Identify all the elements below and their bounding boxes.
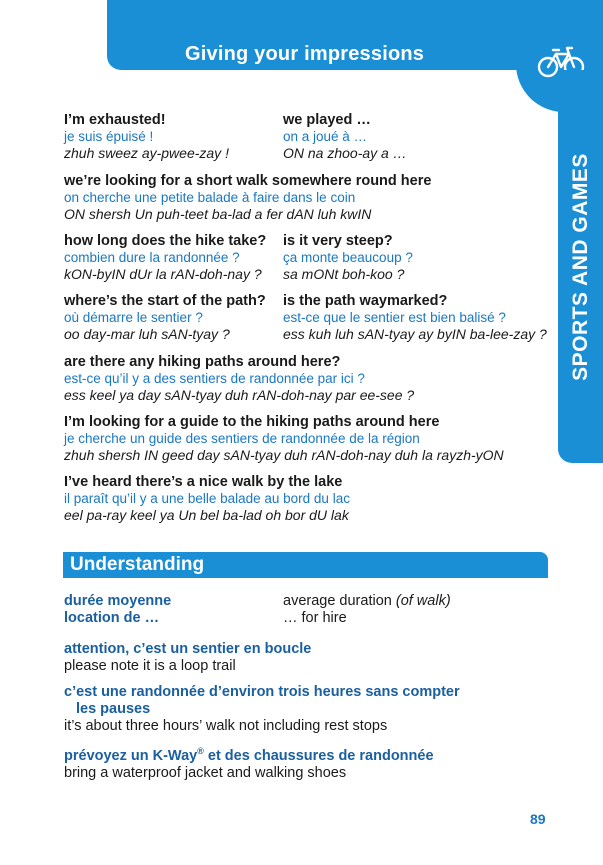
phrase-english: we played … — [283, 112, 371, 128]
phrase-french: ça monte beaucoup ? — [283, 250, 413, 265]
phrase-pronunciation: ess keel ya day sAN-tyay duh rAN-doh-nay par ee-see ? — [64, 387, 415, 403]
term-text: et des chaussures de randonnée — [203, 747, 434, 764]
phrase-english: is the path waymarked? — [283, 293, 448, 309]
understanding-entry — [64, 641, 311, 675]
phrase-french: où démarre le sentier ? — [64, 310, 203, 325]
phrase-english: are there any hiking paths around here? — [64, 354, 341, 370]
phrase-english: I’ve heard there’s a nice walk by the lake — [64, 474, 343, 490]
understanding-header — [63, 552, 548, 578]
phrase-english: is it very steep? — [283, 233, 393, 249]
french-term: durée moyenne — [64, 593, 172, 609]
understanding-translation — [283, 593, 451, 627]
phrase-pronunciation: sa mONt boh-koo ? — [283, 266, 405, 282]
phrase-entry — [283, 233, 413, 283]
phrase-pronunciation: kON-byIN dUr la rAN-doh-nay ? — [64, 266, 262, 282]
phrase-french: est-ce que le sentier est bien balisé ? — [283, 310, 506, 325]
french-term — [64, 743, 434, 765]
understanding-entry — [64, 684, 460, 735]
phrase-pronunciation: ON shersh Un puh-teet ba-lad a fer dAN luh kwIN — [64, 206, 372, 222]
translation-note: (of walk) — [395, 593, 451, 609]
phrase-french: combien dure la randonnée ? — [64, 250, 240, 265]
english-translation: … for hire — [283, 610, 347, 626]
phrase-entry — [64, 474, 350, 524]
phrase-french: je suis épuisé ! — [64, 129, 154, 144]
french-term: c’est une randonnée d’environ trois heures sans compter — [64, 684, 460, 700]
french-term: location de … — [64, 610, 160, 626]
english-translation — [283, 593, 451, 610]
page-number: 89 — [530, 811, 546, 827]
phrase-french: on cherche une petite balade à faire dans le coin — [64, 190, 356, 205]
phrase-pronunciation: eel pa-ray keel ya Un bel ba-lad oh bor dU lak — [64, 507, 349, 523]
french-term: attention, c’est un sentier en boucle — [64, 641, 312, 657]
phrase-french: est-ce qu’il y a des sentiers de randonnée par ici ? — [64, 371, 365, 386]
page-title: Giving your impressions — [185, 43, 425, 65]
section-tab-label: SPORTS AND GAMES — [568, 152, 592, 381]
phrase-entry — [64, 112, 229, 162]
phrase-english: I’m exhausted! — [64, 112, 166, 128]
phrase-pronunciation: oo day-mar luh sAN-tyay ? — [64, 326, 230, 342]
phrase-entry — [64, 233, 266, 283]
phrase-entry — [64, 354, 414, 404]
understanding-entry — [64, 743, 434, 782]
understanding-term — [64, 593, 171, 627]
phrase-english: how long does the hike take? — [64, 233, 267, 249]
phrase-entry — [283, 293, 547, 343]
phrase-pronunciation: ON na zhoo-ay a … — [283, 145, 407, 161]
registered-mark: ® — [197, 746, 204, 756]
english-translation: bring a waterproof jacket and walking shoes — [64, 764, 347, 781]
phrase-pronunciation: ess kuh luh sAN-tyay ay byIN ba-lee-zay ? — [283, 326, 547, 342]
understanding-title: Understanding — [70, 554, 205, 575]
phrase-pronunciation: zhuh shersh IN geed day sAN-tyay duh rAN-doh-nay duh la rayzh-yON — [64, 447, 504, 463]
french-term-continued: les pauses — [76, 701, 151, 717]
term-text: prévoyez un K-Way — [64, 747, 198, 764]
english-translation: please note it is a loop trail — [64, 658, 236, 674]
phrase-french: il paraît qu’il y a une belle balade au bord du lac — [64, 491, 350, 506]
phrase-entry — [64, 293, 266, 343]
phrase-english: where’s the start of the path? — [64, 293, 266, 309]
phrase-french: je cherche un guide des sentiers de randonnée de la région — [64, 431, 420, 446]
phrase-entry — [283, 112, 407, 162]
phrase-english: I’m looking for a guide to the hiking paths around here — [64, 414, 440, 430]
english-translation: it’s about three hours’ walk not including rest stops — [64, 718, 388, 734]
section-tab — [558, 70, 603, 463]
phrase-entry — [64, 414, 504, 464]
phrase-entry — [64, 173, 431, 223]
phrase-french: on a joué à … — [283, 129, 368, 144]
phrase-pronunciation: zhuh sweez ay-pwee-zay ! — [64, 145, 229, 161]
phrase-english: we’re looking for a short walk somewhere round here — [64, 173, 432, 189]
translation-text: average duration — [283, 593, 392, 609]
